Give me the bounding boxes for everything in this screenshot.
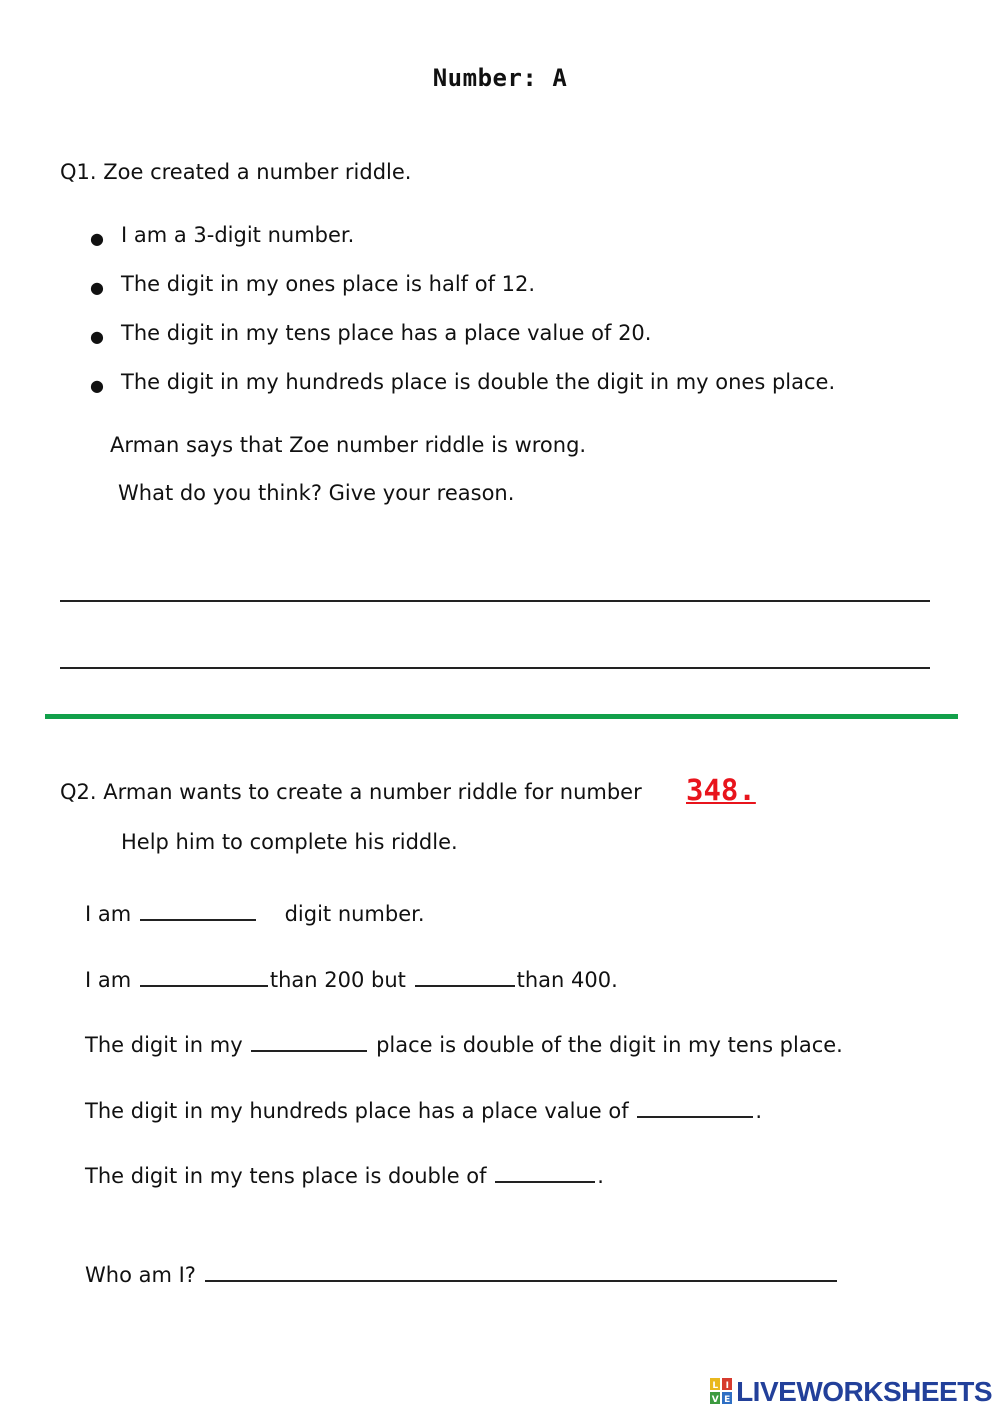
svg-text:V: V bbox=[711, 1395, 719, 1404]
q2-line-5-end: . bbox=[597, 1164, 604, 1188]
svg-text:L: L bbox=[712, 1381, 718, 1391]
fill-blank-comparison-1[interactable] bbox=[140, 967, 268, 987]
fill-blank-double-of[interactable] bbox=[495, 1163, 595, 1183]
q2-line-3-start: The digit in my bbox=[85, 1033, 243, 1057]
q2-line-1 bbox=[85, 901, 425, 926]
q1-bullet-2: The digit in my ones place is half of 12. bbox=[121, 272, 536, 296]
q1-bullet-3: The digit in my tens place has a place value of 20. bbox=[121, 321, 652, 345]
answer-line-1[interactable] bbox=[60, 600, 930, 602]
section-divider bbox=[45, 714, 958, 719]
q2-line-2-start: I am bbox=[85, 968, 132, 992]
fill-blank-place[interactable] bbox=[251, 1032, 367, 1052]
bullet-dot: ● bbox=[90, 376, 104, 395]
q2-line-4-start: The digit in my hundreds place has a place value of bbox=[85, 1099, 629, 1123]
fill-blank-place-value[interactable] bbox=[637, 1098, 753, 1118]
liveworksheets-logo-icon bbox=[710, 1378, 732, 1404]
q2-line-5 bbox=[85, 1163, 604, 1188]
bullet-dot: ● bbox=[90, 278, 104, 297]
q1-bullet-1: I am a 3-digit number. bbox=[121, 223, 355, 247]
q2-line-4 bbox=[85, 1098, 762, 1123]
q2-line-3 bbox=[85, 1032, 843, 1057]
q2-line-3-end: place is double of the digit in my tens place. bbox=[376, 1033, 843, 1057]
fill-blank-digits[interactable] bbox=[140, 901, 256, 921]
q2-who-label: Who am I? bbox=[85, 1263, 196, 1287]
q1-question: What do you think? Give your reason. bbox=[118, 481, 515, 505]
q2-line-1-start: I am bbox=[85, 902, 132, 926]
q1-prompt: Q1. Zoe created a number riddle. bbox=[60, 160, 412, 184]
page-title: Number: A bbox=[432, 64, 568, 92]
q2-line-2-middle: than 200 but bbox=[269, 968, 406, 992]
liveworksheets-brand[interactable] bbox=[710, 1376, 992, 1408]
bullet-dot: ● bbox=[90, 327, 104, 346]
brand-text: LIVEWORKSHEETS bbox=[736, 1376, 992, 1407]
q2-instruction: Help him to complete his riddle. bbox=[121, 830, 458, 854]
fill-blank-comparison-2[interactable] bbox=[415, 967, 515, 987]
svg-text:E: E bbox=[724, 1395, 730, 1404]
q2-line-2-end: than 400. bbox=[516, 968, 618, 992]
q2-line-2 bbox=[85, 967, 618, 992]
bullet-dot: ● bbox=[90, 229, 104, 248]
q2-line-5-start: The digit in my tens place is double of bbox=[85, 1164, 487, 1188]
svg-text:I: I bbox=[725, 1381, 729, 1391]
q2-target-number: 348. bbox=[686, 773, 756, 807]
q2-line-1-end: digit number. bbox=[284, 902, 425, 926]
fill-blank-answer[interactable] bbox=[205, 1262, 837, 1282]
q1-bullet-4: The digit in my hundreds place is double the digit in my ones place. bbox=[121, 370, 836, 394]
q1-statement: Arman says that Zoe number riddle is wrong. bbox=[110, 433, 587, 457]
answer-line-2[interactable] bbox=[60, 667, 930, 669]
q2-who-line bbox=[85, 1262, 839, 1287]
q2-line-4-end: . bbox=[755, 1099, 762, 1123]
q2-prompt: Q2. Arman wants to create a number riddle for number bbox=[60, 780, 642, 804]
